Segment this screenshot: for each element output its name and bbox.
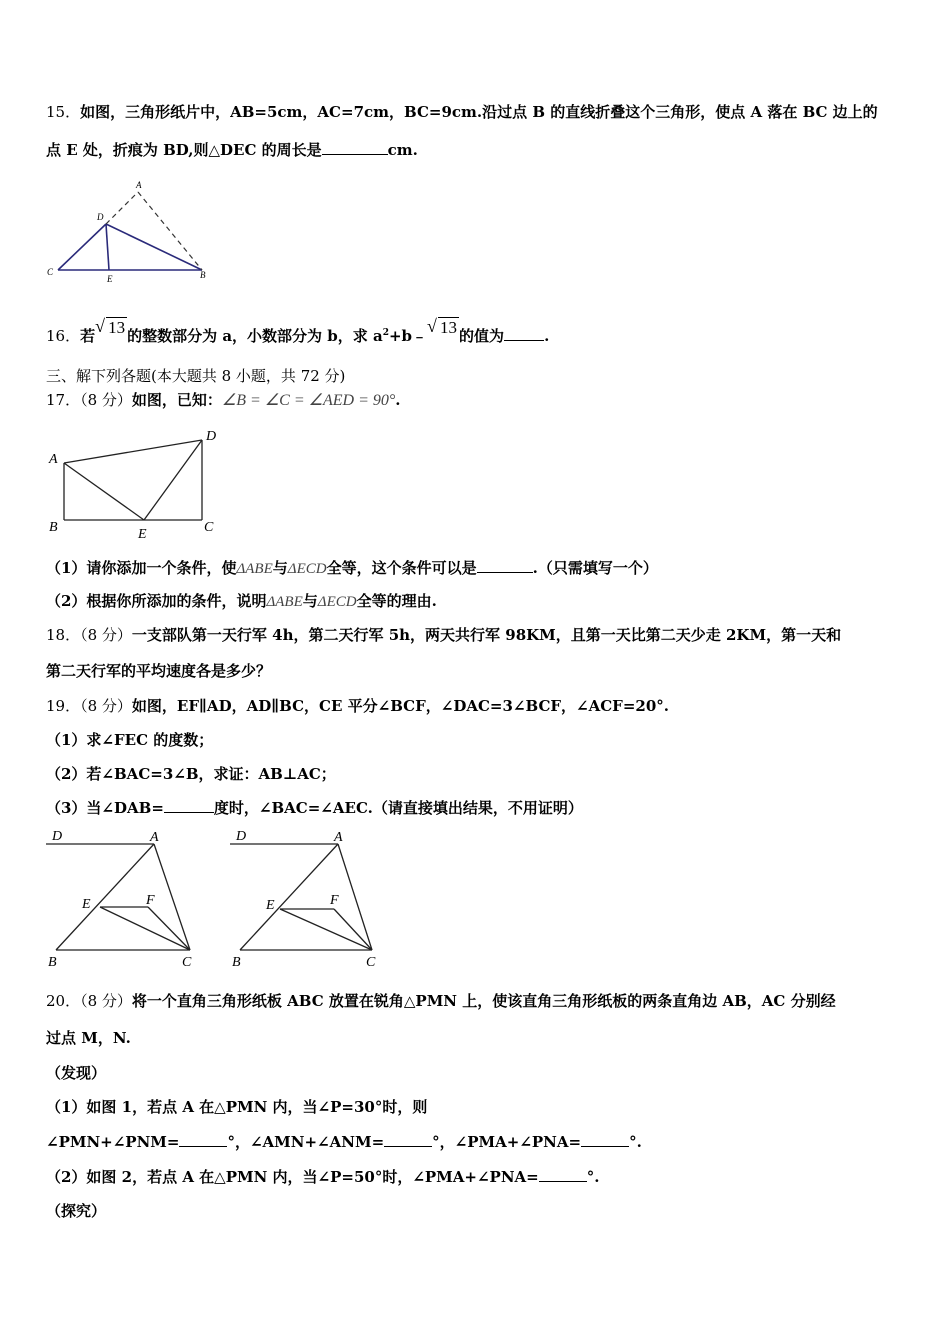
q19-figure-left — [42, 825, 212, 970]
q20-p1b-2: °，∠AMN+∠ANM= — [227, 1133, 385, 1151]
q19l-side-ac — [154, 844, 190, 950]
q16-mid: 的整数部分为 a，小数部分为 b，求 a — [127, 327, 383, 345]
q15-triangle-figure — [42, 178, 212, 288]
q19l-label-a: A — [150, 830, 159, 845]
q20-p2a: （2）如图 2，若点 A 在△PMN 内，当∠P=50°时，∠PMA+∠PNA= — [46, 1168, 539, 1186]
q17-label-c: C — [204, 520, 214, 535]
q19-points: （8 分） — [80, 697, 132, 715]
q15-label-e: E — [107, 274, 113, 284]
q17-p1c: 全等，这个条件可以是 — [326, 559, 477, 577]
q17-figure — [44, 425, 234, 545]
q16-answer-blank[interactable] — [504, 326, 544, 341]
q19r-line-fc — [334, 909, 372, 950]
q19l-label-d: D — [52, 829, 63, 844]
q16-end: . — [544, 327, 550, 345]
q17-points: （8 分） — [80, 391, 132, 409]
q19-number: 19． — [46, 697, 81, 715]
q15-dashed-ab — [138, 192, 202, 270]
q19-answer-blank[interactable] — [164, 798, 214, 813]
q19l-line-ec — [100, 907, 190, 950]
q20-blank-3[interactable] — [581, 1132, 629, 1147]
q16-radicand-b: 13 — [440, 318, 458, 337]
q15-line1 — [46, 102, 878, 122]
q20-p2b: °. — [586, 1168, 600, 1186]
q15-dashed-da — [106, 192, 138, 224]
q20-explore: （探究） — [46, 1202, 107, 1220]
q19l-label-e: E — [82, 897, 91, 912]
q15-label-d: D — [97, 212, 104, 222]
q17-side-ad — [64, 440, 202, 463]
q17-label-e: E — [138, 527, 147, 542]
q20-part2 — [46, 1167, 599, 1187]
q17-p2-tri1: ΔABE — [266, 594, 303, 610]
q17-p1d: .（只需填写一个） — [532, 559, 658, 577]
q19r-label-b: B — [232, 955, 241, 970]
q19l-label-b: B — [48, 955, 57, 970]
q15-answer-blank[interactable] — [322, 140, 388, 155]
q16-number: 16． — [46, 327, 81, 345]
q20-blank-2[interactable] — [384, 1132, 432, 1147]
q17-p1-tri1: ΔABE — [236, 561, 273, 577]
q17-label-a: A — [49, 452, 58, 467]
q15-unit: cm. — [387, 141, 418, 159]
section3-title: 三、解下列各题(本大题共 8 小题，共 72 分) — [46, 367, 346, 385]
q17-formula: ∠B = ∠C = ∠AED = 90° — [221, 392, 396, 409]
q15-segment-de — [106, 224, 109, 270]
q20-number: 20． — [46, 992, 81, 1010]
q18-text-line1: 一支部队第一天行军 4h，第二天行军 5h，两天共行军 98KM，且第一天比第二天少走 2KM，第一天和 — [131, 626, 842, 644]
q20-p1b-3: °，∠PMA+∠PNA= — [432, 1133, 582, 1151]
q15-label-c: C — [47, 267, 54, 277]
q16-prefix: 若 — [80, 327, 96, 345]
q18-points: （8 分） — [80, 626, 132, 644]
q19r-label-d: D — [236, 829, 247, 844]
q20-blank-4[interactable] — [539, 1167, 587, 1182]
q20-p1b-1: ∠PMN+∠PNM= — [46, 1133, 180, 1151]
q19-p3b: 度时，∠BAC=∠AEC.（请直接填出结果，不用证明） — [213, 799, 583, 817]
q16-line — [46, 318, 549, 346]
q15-line2 — [46, 140, 418, 160]
q16-radicand-a: 13 — [108, 318, 126, 337]
q20-line2: 过点 M，N. — [46, 1029, 131, 1047]
q17-number: 17． — [46, 391, 81, 409]
q19r-label-f: F — [330, 893, 339, 908]
q17-label-d: D — [206, 429, 217, 444]
q17-answer-blank[interactable] — [477, 558, 533, 573]
q17-segment-ae — [64, 463, 144, 520]
q17-part2 — [46, 591, 437, 612]
q19-part2: （2）若∠BAC=3∠B，求证：AB⊥AC； — [46, 765, 336, 783]
q19l-line-fc — [148, 907, 190, 950]
q19-text: 如图，EF∥AD，AD∥BC，CE 平分∠BCF，∠DAC=3∠BCF，∠ACF=20°. — [131, 697, 669, 715]
q17-p2-tri2: ΔECD — [317, 594, 357, 610]
q19-figure-right — [226, 825, 396, 970]
q19l-label-c: C — [182, 955, 192, 970]
q19r-label-e: E — [266, 898, 275, 913]
q19r-side-ab — [240, 844, 338, 950]
q15-label-b: B — [200, 270, 206, 280]
q17-text: 如图，已知： — [131, 391, 222, 409]
q19-part3 — [46, 798, 583, 818]
q17-p1b: 与 — [272, 559, 288, 577]
q17-p2b: 与 — [302, 592, 318, 610]
q15-text-line2: 点 E 处，折痕为 BD,则△DEC 的周长是 — [46, 141, 322, 159]
q19-line — [46, 696, 669, 716]
q20-discover: （发现） — [46, 1064, 107, 1082]
radical-sign-icon: √ — [95, 316, 105, 336]
q19-part1: （1）求∠FEC 的度数； — [46, 731, 214, 749]
q17-p1a: （1）请你添加一个条件，使 — [46, 559, 237, 577]
q17-end: . — [395, 391, 401, 409]
q19l-label-f: F — [146, 893, 155, 908]
q15-text-line1: 如图，三角形纸片中，AB=5cm，AC=7cm，BC=9cm.沿过点 B 的直线折叠这个三角形，使点 A 落在 BC 边上的 — [80, 103, 878, 121]
q19r-label-c: C — [366, 955, 376, 970]
q19l-side-ab — [56, 844, 154, 950]
q18-number: 18． — [46, 626, 81, 644]
q18-line2: 第二天行军的平均速度各是多少？ — [46, 662, 272, 680]
q17-p2c: 全等的理由. — [356, 592, 437, 610]
q17-p1-tri2: ΔECD — [287, 561, 327, 577]
q16-superscript: 2 — [382, 328, 389, 338]
q20-points: （8 分） — [80, 992, 132, 1010]
q15-side-cd — [58, 224, 106, 270]
q20-blank-1[interactable] — [179, 1132, 227, 1147]
q16-mid2: +b﹣ — [388, 327, 428, 345]
q17-label-b: B — [49, 520, 58, 535]
q15-label-a: A — [136, 180, 142, 190]
q20-part1: （1）如图 1，若点 A 在△PMN 内，当∠P=30°时，则 — [46, 1098, 428, 1116]
q19r-line-ec — [280, 909, 372, 950]
q19r-label-a: A — [334, 830, 343, 845]
q20-line1 — [46, 991, 836, 1011]
q17-p2a: （2）根据你所添加的条件，说明 — [46, 592, 267, 610]
q20-text-line1: 将一个直角三角形纸板 ABC 放置在锐角△PMN 上，使该直角三角形纸板的两条直角边 AB，AC 分别经 — [131, 992, 836, 1010]
q18-line1 — [46, 625, 841, 645]
q16-suffix: 的值为 — [459, 327, 505, 345]
q15-number: 15． — [46, 103, 81, 121]
q16-sqrt-13-b — [427, 318, 459, 338]
q16-sqrt-13-a — [95, 318, 127, 338]
q15-crease-db — [106, 224, 202, 270]
q20-part1-answers — [46, 1132, 642, 1152]
radical-sign-icon: √ — [427, 316, 437, 336]
q17-line — [46, 390, 401, 411]
q20-p1b-4: °. — [629, 1133, 642, 1151]
q17-segment-ed — [144, 440, 202, 520]
q19-p3a: （3）当∠DAB= — [46, 799, 164, 817]
q19r-side-ac — [338, 844, 372, 950]
q17-part1 — [46, 558, 658, 579]
